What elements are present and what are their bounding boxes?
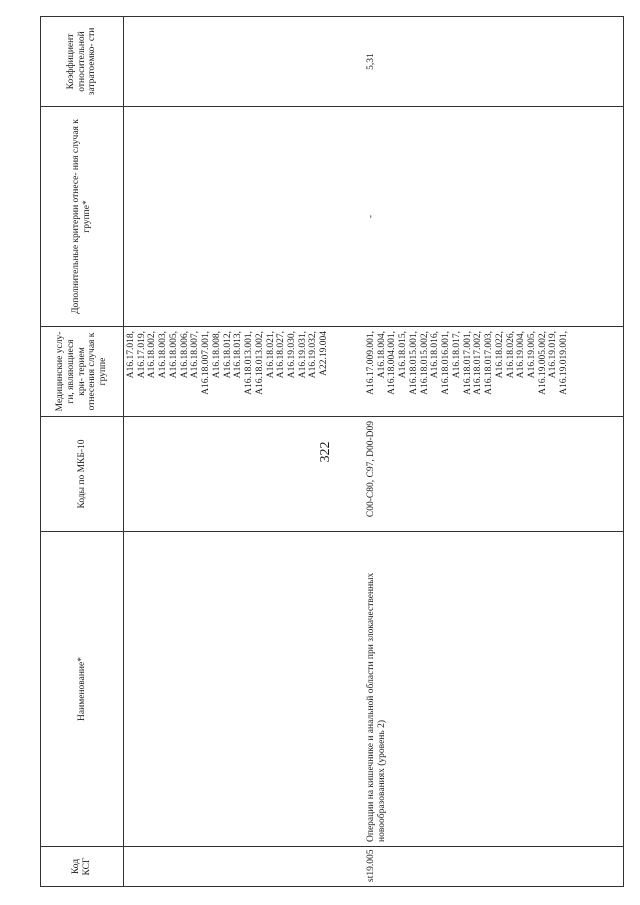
cell-coefficient	[124, 17, 365, 107]
service-code: A22.19.004	[319, 331, 330, 376]
service-code: A16.19.019.001,	[559, 331, 570, 395]
cell-name: Операции на кишечнике и анальной области при злокачественных новообразованиях (уровень 2)	[364, 532, 624, 847]
service-code: A16.18.021,	[265, 331, 276, 379]
header-row	[41, 17, 124, 887]
service-code: A16.18.012,	[222, 331, 233, 379]
service-code: A16.17.018,	[126, 331, 136, 379]
service-code: A16.18.016,	[430, 331, 441, 379]
service-code: A16.18.003,	[158, 331, 169, 379]
service-code: A16.18.017,	[451, 331, 462, 379]
cell-mkb: C00-C80, C97, D00-D09	[364, 417, 624, 532]
service-code: A16.19.005.002,	[537, 331, 548, 395]
cell-services	[124, 327, 365, 417]
service-code: A16.18.002,	[147, 331, 158, 379]
service-code: A16.18.015.001,	[408, 331, 419, 395]
rotated-table-sheet	[40, 17, 600, 887]
header-name: Наименование*	[41, 532, 124, 847]
service-code: A16.18.015.002,	[419, 331, 430, 395]
header-criteria: Дополнительные критерии отнесе- ния случая к группе*	[41, 107, 124, 327]
service-code: A16.18.022,	[494, 331, 505, 379]
service-code: A16.19.032,	[308, 331, 319, 379]
service-code: A16.19.031,	[297, 331, 308, 379]
service-code: A16.18.027,	[276, 331, 287, 379]
cell-criteria: -	[364, 107, 624, 327]
service-code: A16.18.008,	[211, 331, 222, 379]
service-code: A16.18.007.001,	[201, 331, 212, 395]
service-code: A16.18.017.003,	[484, 331, 495, 395]
service-code: A16.18.007,	[190, 331, 201, 379]
service-code: A16.18.017.002,	[473, 331, 484, 395]
header-coefficient: Коэффициент относительной затратоемко- сти	[41, 17, 124, 107]
service-code: A16.18.004.001,	[387, 331, 398, 395]
service-code: A16.18.013.001,	[244, 331, 255, 395]
service-code: A16.18.006,	[179, 331, 190, 379]
service-code: A16.19.004,	[516, 331, 527, 379]
service-code: A16.18.005,	[168, 331, 179, 379]
service-code: A16.18.026,	[505, 331, 516, 379]
header-services: Медицинские услу- ги, являющиеся кри- терием отнесения случая к группе	[41, 327, 124, 417]
header-code: Код КСГ	[41, 847, 124, 887]
cell-criteria	[124, 107, 365, 327]
cell-name	[124, 532, 365, 847]
service-code: A16.18.017.001,	[462, 331, 473, 395]
service-code: A16.18.013.002,	[254, 331, 265, 395]
page-number: 322	[318, 441, 333, 463]
service-code: A16.19.005,	[527, 331, 538, 379]
service-code: A16.18.016.001,	[441, 331, 452, 395]
service-code: A16.18.015,	[398, 331, 409, 379]
service-code: A16.18.013,	[233, 331, 244, 379]
cell-coefficient: 5,31	[364, 17, 624, 107]
header-mkb: Коды по МКБ-10	[41, 417, 124, 532]
cell-code	[124, 847, 365, 887]
service-code: A16.17.009.001,	[366, 331, 376, 395]
table-row	[124, 17, 365, 887]
service-code: A16.19.030,	[287, 331, 298, 379]
service-code: A16.17.019,	[136, 331, 147, 379]
cell-mkb	[124, 417, 365, 532]
table-row	[364, 17, 624, 887]
service-code: A16.18.004,	[376, 331, 387, 379]
service-code: A16.19.019,	[548, 331, 559, 379]
ksg-table	[40, 16, 624, 887]
cell-code: st19.005	[364, 847, 624, 887]
cell-services	[364, 327, 624, 417]
